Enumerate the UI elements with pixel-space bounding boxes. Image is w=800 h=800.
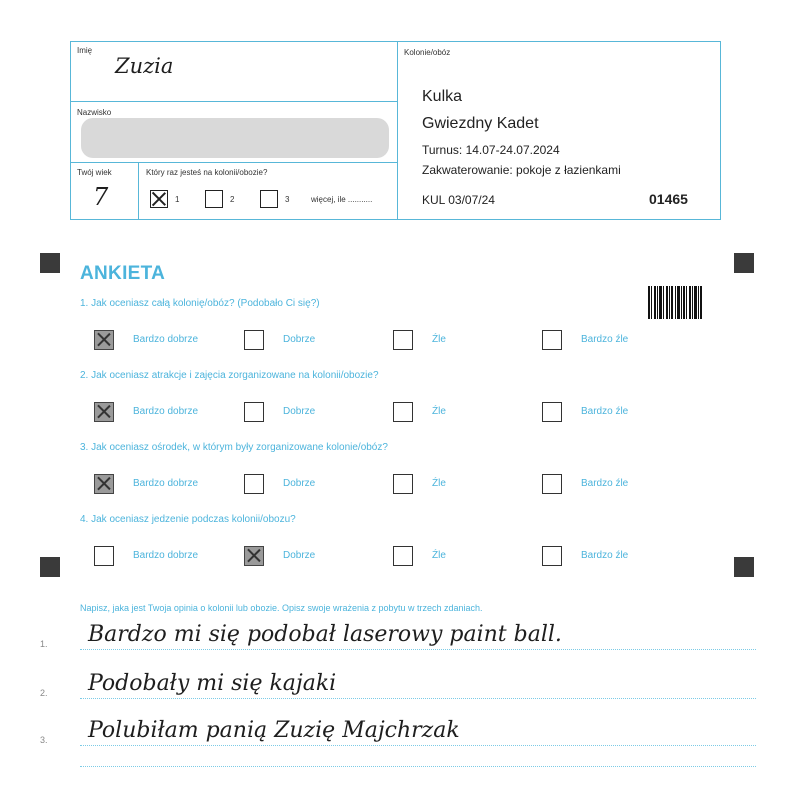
question-2-text: 2. Jak oceniasz atrakcje i zajęcia zorganizowane na kolonii/obozie?	[80, 370, 379, 381]
question-4-text: 4. Jak oceniasz jedzenie podczas kolonii/obozu?	[80, 514, 296, 525]
times-checkbox-2[interactable]	[205, 190, 223, 208]
dotted-answer-line	[80, 649, 756, 650]
form-number: 01465	[649, 191, 688, 207]
times-more-label: więcej, ile ...........	[311, 195, 373, 204]
square-marker-icon	[734, 253, 754, 273]
question-1-option-3-label: Źle	[432, 334, 446, 345]
opinion-instruction: Napisz, jaka jest Twoja opinia o kolonii lub obozie. Opisz swoje wrażenia z pobytu w trzech zdaniach.	[80, 603, 483, 613]
question-1-text: 1. Jak oceniasz całą kolonię/obóz? (Podobało Ci się?)	[80, 298, 320, 309]
camp-program: Gwiezdny Kadet	[422, 115, 539, 132]
opinion-line-number: 2.	[40, 688, 48, 698]
square-marker-icon	[40, 557, 60, 577]
surname-label: Nazwisko	[77, 108, 112, 117]
question-4-option-3-label: Źle	[432, 550, 446, 561]
question-2-option-4-label: Bardzo źle	[581, 406, 629, 417]
divider	[71, 101, 397, 102]
opinion-line-number: 3.	[40, 735, 48, 745]
question-3-option-2-checkbox[interactable]	[244, 474, 264, 494]
question-4-option-1-label: Bardzo dobrze	[133, 550, 199, 561]
redacted-surname	[81, 118, 389, 158]
opinion-answer-2[interactable]: Podobały mi się kajaki	[88, 671, 337, 696]
name-value[interactable]: Zuzia	[115, 54, 174, 78]
question-4-option-4-checkbox[interactable]	[542, 546, 562, 566]
times-checkbox-1[interactable]	[150, 190, 168, 208]
dotted-answer-line	[80, 745, 756, 746]
question-1-option-4-checkbox[interactable]	[542, 330, 562, 350]
question-1-option-1-label: Bardzo dobrze	[133, 334, 199, 345]
question-1-option-4-label: Bardzo źle	[581, 334, 629, 345]
name-label: Imię	[77, 46, 93, 55]
question-3-option-2-label: Dobrze	[283, 478, 316, 489]
opinion-line-number: 1.	[40, 639, 48, 649]
question-3-option-3-checkbox[interactable]	[393, 474, 413, 494]
barcode-icon	[648, 286, 702, 319]
question-4-option-3-checkbox[interactable]	[393, 546, 413, 566]
question-2-option-4-checkbox[interactable]	[542, 402, 562, 422]
times-option-2: 2	[230, 195, 235, 204]
question-4-option-1-checkbox[interactable]	[94, 546, 114, 566]
question-4-option-2-label: Dobrze	[283, 550, 316, 561]
header-form	[70, 41, 721, 220]
survey-title: ANKIETA	[80, 263, 166, 284]
camp-accommodation: Zakwaterowanie: pokoje z łazienkami	[422, 163, 621, 177]
question-2-option-2-label: Dobrze	[283, 406, 316, 417]
square-marker-icon	[40, 253, 60, 273]
square-marker-icon	[734, 557, 754, 577]
camp-name: Kulka	[422, 88, 463, 105]
times-checkbox-3[interactable]	[260, 190, 278, 208]
camp-code: KUL 03/07/24	[422, 193, 495, 207]
dotted-answer-line	[80, 698, 756, 699]
question-2-option-2-checkbox[interactable]	[244, 402, 264, 422]
question-3-option-4-checkbox[interactable]	[542, 474, 562, 494]
question-4-option-4-label: Bardzo źle	[581, 550, 629, 561]
camp-turnus: Turnus: 14.07-24.07.2024	[422, 143, 560, 157]
question-1-option-2-label: Dobrze	[283, 334, 316, 345]
question-1-option-3-checkbox[interactable]	[393, 330, 413, 350]
question-3-option-3-label: Źle	[432, 478, 446, 489]
question-3-text: 3. Jak oceniasz ośrodek, w którym były zorganizowane kolonie/obóz?	[80, 442, 388, 453]
times-option-1: 1	[175, 195, 180, 204]
divider	[397, 42, 398, 219]
opinion-answer-1[interactable]: Bardzo mi się podobał laserowy paint ball.	[88, 622, 562, 647]
times-label: Który raz jesteś na kolonii/obozie?	[146, 168, 268, 177]
question-1-option-1-checkbox[interactable]	[94, 330, 114, 350]
question-4-option-2-checkbox[interactable]	[244, 546, 264, 566]
age-value[interactable]: 7	[93, 183, 109, 211]
times-option-3: 3	[285, 195, 290, 204]
dotted-answer-line	[80, 766, 756, 767]
camp-label: Kolonie/obóz	[404, 48, 451, 57]
divider	[71, 162, 397, 163]
question-3-option-1-checkbox[interactable]	[94, 474, 114, 494]
question-2-option-1-checkbox[interactable]	[94, 402, 114, 422]
question-3-option-1-label: Bardzo dobrze	[133, 478, 199, 489]
opinion-answer-3[interactable]: Polubiłam panią Zuzię Majchrzak	[88, 718, 460, 743]
divider	[138, 162, 139, 219]
age-label: Twój wiek	[77, 168, 112, 177]
question-2-option-1-label: Bardzo dobrze	[133, 406, 199, 417]
question-2-option-3-checkbox[interactable]	[393, 402, 413, 422]
question-2-option-3-label: Źle	[432, 406, 446, 417]
question-3-option-4-label: Bardzo źle	[581, 478, 629, 489]
question-1-option-2-checkbox[interactable]	[244, 330, 264, 350]
